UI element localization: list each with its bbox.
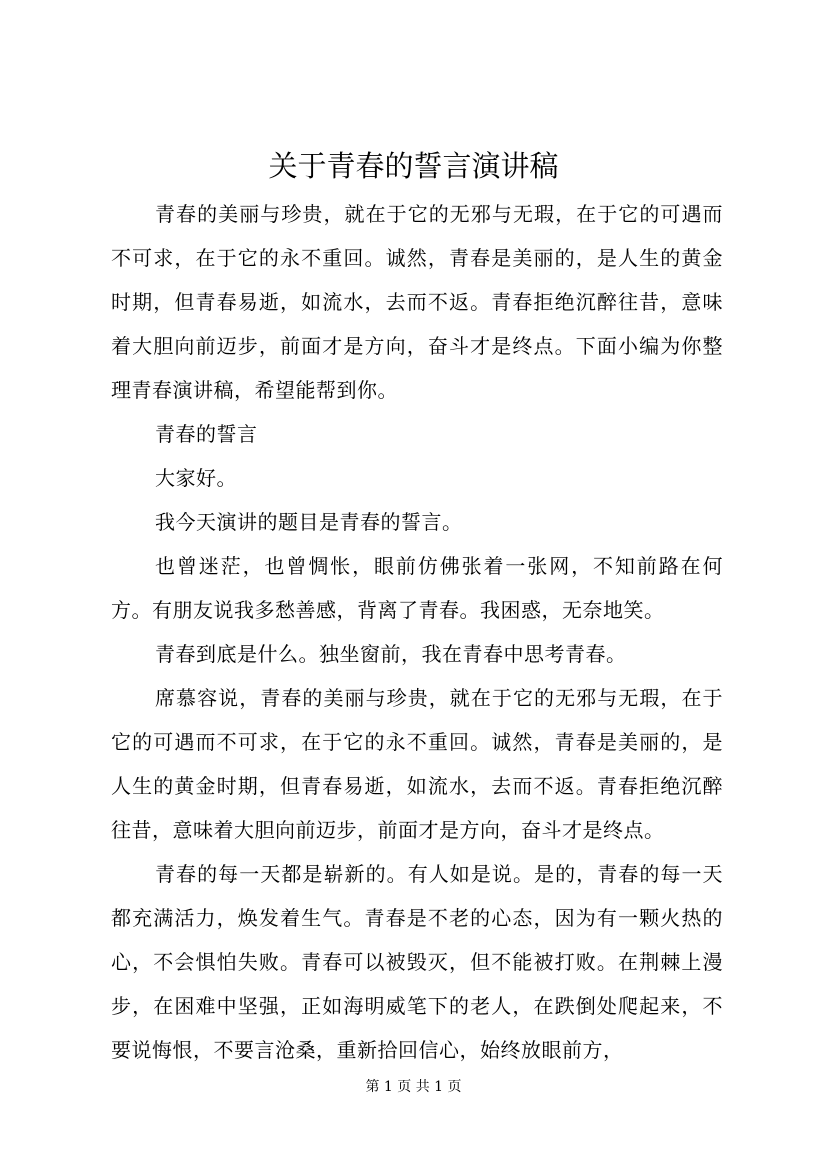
document-body bbox=[111, 192, 723, 1072]
paragraph-subtitle: 青春的誓言 bbox=[155, 422, 258, 446]
document-title: 关于青春的誓言演讲稿 bbox=[268, 149, 559, 183]
paragraph-quote: 席慕容说，青春的美丽与珍贵，就在于它的无邪与无瑕，在于它的可遇而不可求，在于它的永不重回。诚然，青春是美丽的，是人生的黄金时期，但青春易逝，如流水，去而不返。青春拒绝沉醉往昔，意味着大胆向前迈步，前面才是方向，奋斗才是终点。 bbox=[111, 686, 723, 842]
paragraph-question: 青春到底是什么。独坐窗前，我在青春中思考青春。 bbox=[155, 642, 627, 666]
paragraph-confusion: 也曾迷茫，也曾惆怅，眼前仿佛张着一张网，不知前路在何方。有朋友说我多愁善感，背离了青春。我困惑，无奈地笑。 bbox=[111, 554, 723, 622]
paragraph-every-day: 青春的每一天都是崭新的。有人如是说。是的，青春的每一天都充满活力，焕发着生气。青春是不老的心态，因为有一颗火热的心，不会惧怕失败。青春可以被毁灭，但不能被打败。在荆棘上漫步，在困难中坚强，正如海明威笔下的老人，在跌倒处爬起来，不要说悔恨，不要言沧桑，重新拾回信心，始终放眼前方， bbox=[111, 862, 723, 1062]
paragraph-intro: 青春的美丽与珍贵，就在于它的无邪与无瑕，在于它的可遇而不可求，在于它的永不重回。诚然，青春是美丽的，是人生的黄金时期，但青春易逝，如流水，去而不返。青春拒绝沉醉往昔，意味着大胆向前迈步，前面才是方向，奋斗才是终点。下面小编为你整理青春演讲稿，希望能帮到你。 bbox=[111, 202, 723, 402]
paragraph-greeting: 大家好。 bbox=[155, 466, 237, 490]
page-footer: 第 1 页 共 1 页 bbox=[365, 1079, 462, 1095]
paragraph-topic: 我今天演讲的题目是青春的誓言。 bbox=[155, 510, 463, 534]
